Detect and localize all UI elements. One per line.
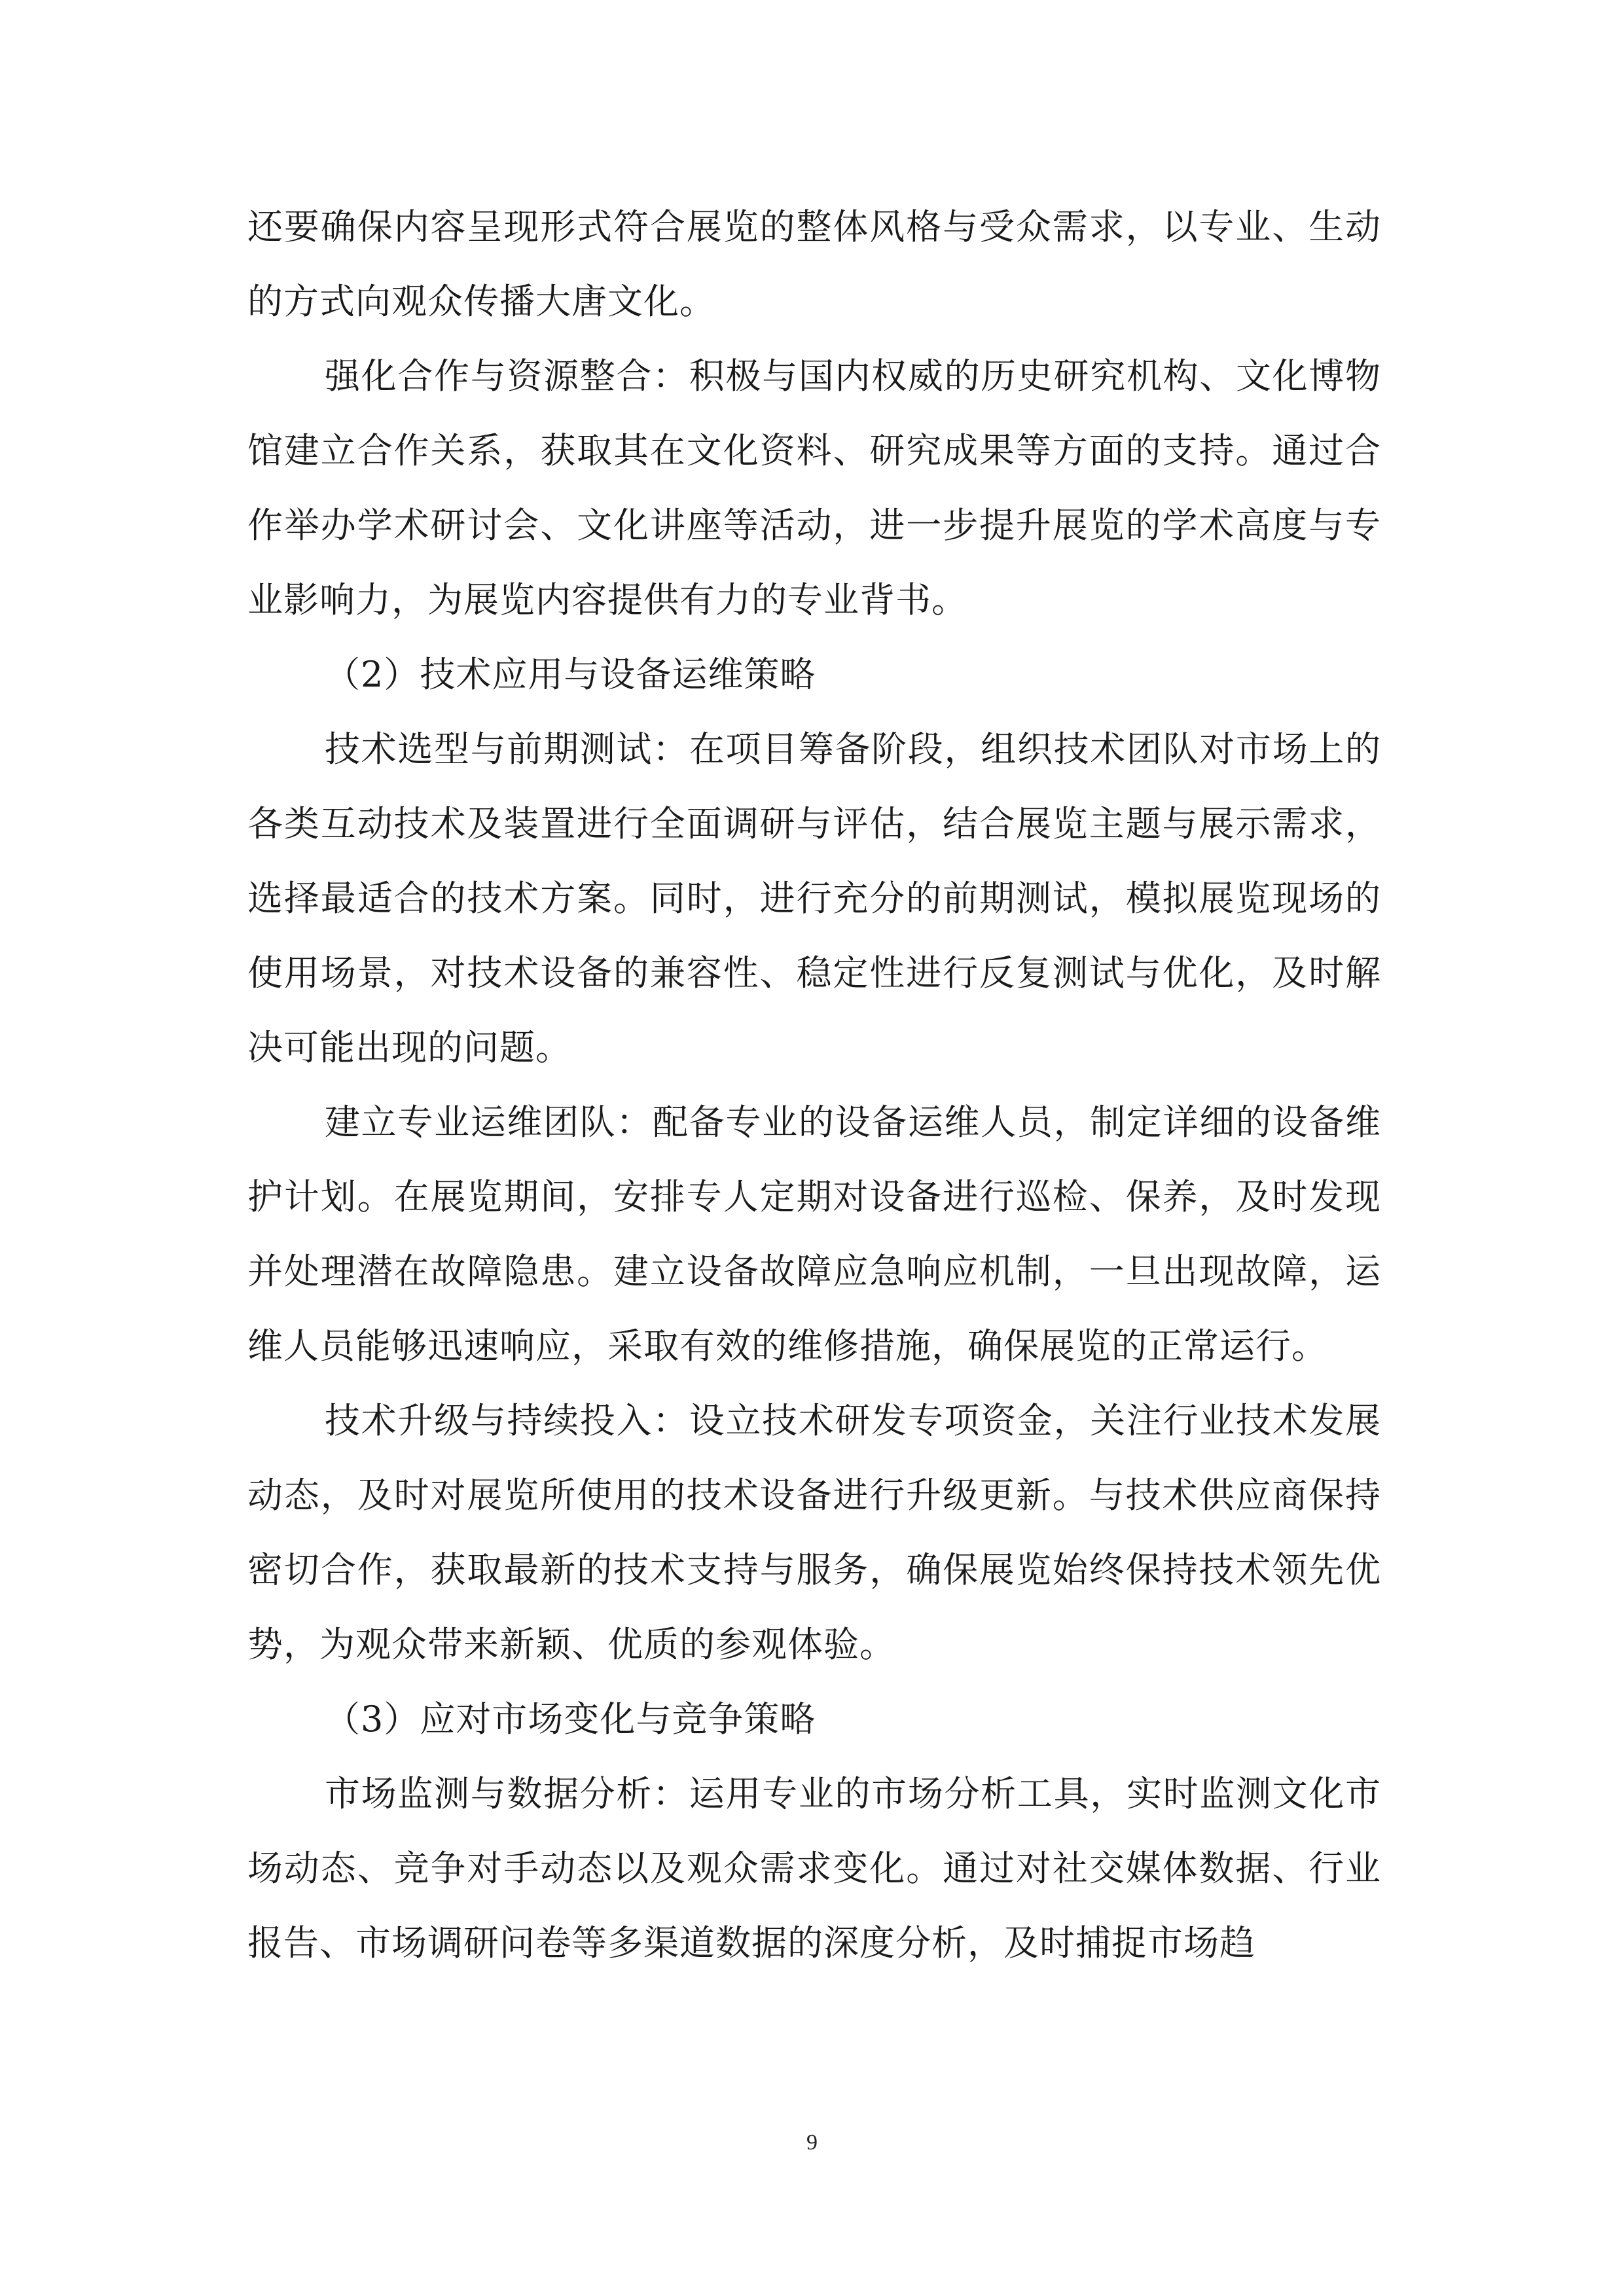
paragraph-tech-selection: 技术选型与前期测试：在项目筹备阶段，组织技术团队对市场上的各类互动技术及装置进行全面调研与评估，结合展览主题与展示需求，选择最适合的技术方案。同时，进行充分的前期测试，模拟展览现场的使用场景，对技术设备的兼容性、稳定性进行反复测试与优化，及时解决可能出现的问题。 bbox=[247, 728, 1381, 1068]
body-text bbox=[247, 190, 1381, 1981]
subheading-technology: （2）技术应用与设备运维策略 bbox=[325, 654, 816, 695]
subheading-market: （3）应对市场变化与竞争策略 bbox=[325, 1698, 816, 1740]
paragraph-maintenance-team: 建立专业运维团队：配备专业的设备运维人员，制定详细的设备维护计划。在展览期间，安排专人定期对设备进行巡检、保养，及时发现并处理潜在故障隐患。建立设备故障应急响应机制，一旦出现故障，运维人员能够迅速响应，采取有效的维修措施，确保展览的正常运行。 bbox=[247, 1102, 1381, 1367]
paragraph-continuation: 还要确保内容呈现形式符合展览的整体风格与受众需求，以专业、生动的方式向观众传播大唐文化。 bbox=[247, 206, 1381, 322]
paragraph-tech-upgrade: 技术升级与持续投入：设立技术研发专项资金，关注行业技术发展动态，及时对展览所使用的技术设备进行升级更新。与技术供应商保持密切合作，获取最新的技术支持与服务，确保展览始终保持技术领先优势，为观众带来新颖、优质的参观体验。 bbox=[247, 1400, 1381, 1665]
page-number: 9 bbox=[806, 2130, 818, 2155]
paragraph-cooperation: 强化合作与资源整合：积极与国内权威的历史研究机构、文化博物馆建立合作关系，获取其在文化资料、研究成果等方面的支持。通过合作举办学术研讨会、文化讲座等活动，进一步提升展览的学术高度与专业影响力，为展览内容提供有力的专业背书。 bbox=[247, 355, 1381, 620]
paragraph-market-monitoring: 市场监测与数据分析：运用专业的市场分析工具，实时监测文化市场动态、竞争对手动态以及观众需求变化。通过对社交媒体数据、行业报告、市场调研问卷等多渠道数据的深度分析，及时捕捉市场趋 bbox=[247, 1773, 1381, 1964]
